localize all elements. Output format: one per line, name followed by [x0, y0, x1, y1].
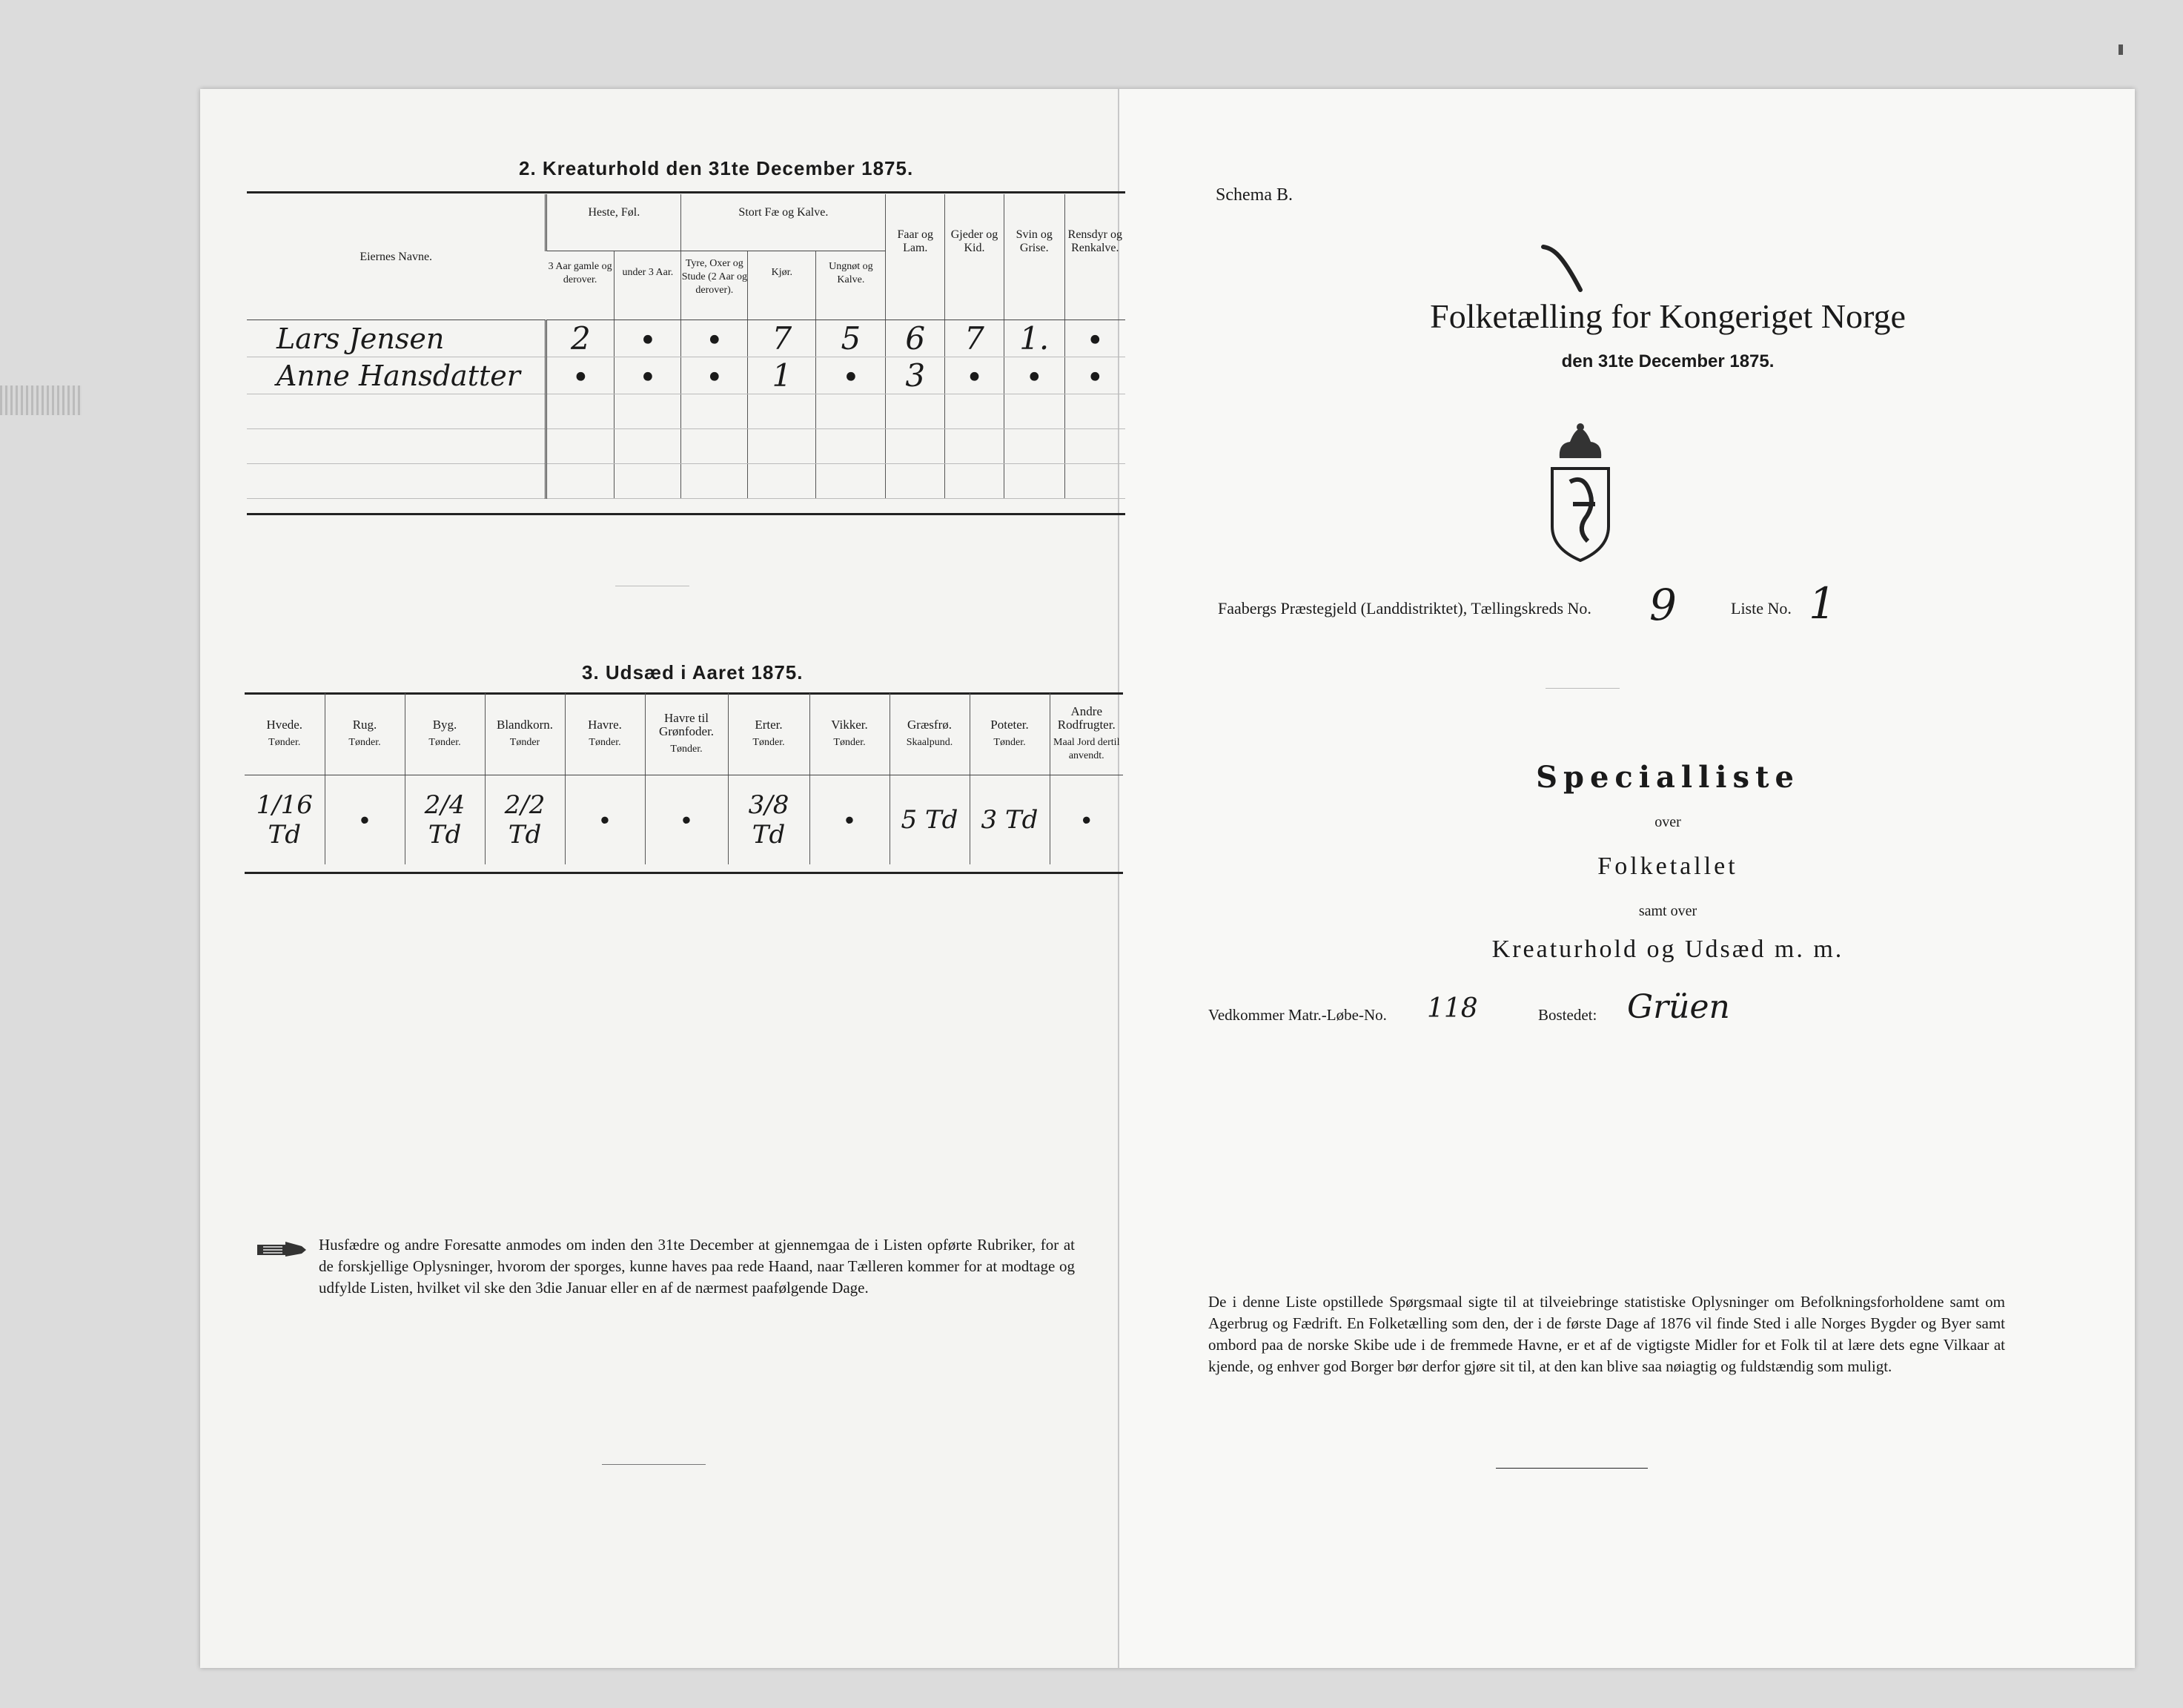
count-cell: ∙: [945, 357, 1004, 394]
count-cell: [615, 464, 681, 499]
seed-header-unit: Tønder.: [428, 737, 461, 748]
bosted-label: Bostedet:: [1538, 1006, 1597, 1024]
count-cell: [816, 464, 886, 499]
count-cell: ∙: [816, 357, 886, 394]
header-gjeder: Gjeder og Kid.: [945, 194, 1004, 320]
seed-value: 1/16 Td: [256, 790, 313, 850]
count-cell: [681, 429, 748, 464]
scan-mark: [2119, 44, 2123, 55]
seed-value: 2/2 Td: [485, 775, 565, 865]
count-cell: [816, 429, 886, 464]
header-heste: Heste, Føl.: [546, 194, 681, 251]
seed-header-unit: Tønder.: [670, 744, 703, 755]
table-row: [247, 429, 1125, 464]
count-cell: ∙: [1064, 357, 1125, 394]
livestock-table: [247, 194, 1125, 499]
header-stort-a: Tyre, Oxer og Stude (2 Aar og derover).: [681, 251, 748, 320]
count-cell: [886, 429, 945, 464]
main-date: den 31te December 1875.: [1561, 351, 1775, 371]
owner-name: [247, 394, 546, 429]
section2-title: 2. Kreaturhold den 31te December 1875.: [519, 157, 914, 179]
pointing-hand-icon: [256, 1240, 308, 1260]
main-title: Folketælling for Kongeriget Norge: [1430, 297, 1906, 335]
count-cell: [681, 464, 748, 499]
count-cell: [886, 394, 945, 429]
count-cell: ∙: [681, 320, 748, 357]
seed-value: 5 Td: [890, 775, 970, 865]
count-cell: 1.: [1004, 320, 1064, 357]
schema-label: Schema B.: [1216, 185, 1293, 205]
seed-value: 2/4 Td: [405, 775, 485, 865]
seed-header-unit: Tønder.: [993, 737, 1026, 748]
district-number: 9: [1649, 580, 1677, 630]
seed-header-name: Hvede.: [266, 718, 303, 732]
seed-value: ∙: [1050, 775, 1123, 865]
seed-header: [809, 693, 890, 775]
count-cell: [546, 394, 615, 429]
count-cell: [1064, 394, 1125, 429]
count-cell: [546, 464, 615, 499]
seed-header: [485, 693, 565, 775]
count-cell: [615, 429, 681, 464]
seed-header: [645, 693, 728, 775]
count-cell: ∙: [546, 357, 615, 394]
seed-value: ∙: [325, 775, 405, 865]
count-cell: [1004, 394, 1064, 429]
count-cell: 1: [748, 357, 816, 394]
explanation-paragraph: De i denne Liste opstillede Spørgsmaal sigte til at tilveiebringe statistiske Oplysninger om Befolkningsforholdene samt om Agerbrug og Fædrift. En Folketælling som den, der i de første Dage af 1876 vil finde Sted i alle Norges Bygder og Byer samt ombord paa de norske Skibe ude i de fremmede Havne, er et af de vigtigste Midler for et Folk til at lære dets egne Vilkaar at kjende, og enhver god Borger bør derfor gjøre sit til, at den kan blive saa nøiagtig og fuldstændig som muligt.: [1208, 1293, 2005, 1375]
header-stort: Stort Fæ og Kalve.: [681, 194, 886, 251]
owner-name: [247, 429, 546, 464]
instructions-note: Husfædre og andre Foresatte anmodes om inden den 31te December at gjennemgaa de i Listen opførte Rubriker, for at de forskjellige Oplysninger, hvorom der sporges, kunne haves paa rede Haand, naar Tælleren kommer for at modtage og udfylde Listen, hvilket vil ske den 3die Januar eller en af de nærmest paafølgende Dage.: [319, 1236, 1075, 1297]
seed-header: [1050, 693, 1123, 775]
header-names: Eiernes Navne.: [247, 194, 546, 320]
seed-value: ∙: [565, 775, 645, 865]
seed-header-name: Poteter.: [990, 718, 1029, 732]
table2-bottom-rule: [245, 872, 1123, 874]
owner-name: [247, 464, 546, 499]
seed-header-name: Blandkorn.: [496, 718, 554, 732]
count-cell: ∙: [615, 357, 681, 394]
seed-header-name: Rug.: [352, 718, 377, 732]
bosted-value: Grüen: [1627, 988, 1730, 1026]
seed-header-name: Havre.: [588, 718, 622, 732]
seed-value: 3/8 Td: [728, 775, 809, 865]
count-cell: ∙: [1064, 320, 1125, 357]
seed-header-unit: Tønder.: [589, 737, 621, 748]
owner-name: Anne Hansdatter: [247, 357, 546, 394]
samt-over-label: samt over: [1638, 903, 1697, 919]
table1-bottom-rule: [247, 513, 1125, 515]
table-row: [247, 464, 1125, 499]
header-heste-b: under 3 Aar.: [615, 251, 681, 320]
seed-header-name: Havre til Grønfoder.: [658, 711, 715, 738]
seed-header-unit: Tønder: [509, 737, 540, 748]
table-row: [247, 394, 1125, 429]
seed-header: [565, 693, 645, 775]
seed-header-unit: Tønder.: [268, 737, 301, 748]
count-cell: 6: [886, 320, 945, 357]
liste-label: Liste No.: [1731, 599, 1792, 618]
count-cell: [615, 394, 681, 429]
count-cell: 7: [748, 320, 816, 357]
district-label: Faabergs Præstegjeld (Landdistriktet), Tællingskreds No.: [1218, 599, 1591, 618]
seed-header-name: Andre Rodfrugter.: [1057, 704, 1116, 732]
bottom-divider-right: [1496, 1468, 1648, 1469]
header-stort-b: Kjør.: [748, 251, 816, 320]
seed-header: [245, 693, 325, 775]
seed-value: ∙: [645, 775, 728, 865]
seed-value: 3 Td: [970, 775, 1050, 865]
divider-right: [1546, 688, 1620, 689]
count-cell: [748, 429, 816, 464]
count-cell: 5: [816, 320, 886, 357]
owner-name: Lars Jensen: [247, 320, 546, 357]
specialliste-title: Specialliste: [1536, 760, 1800, 795]
seed-value: ∙: [809, 775, 890, 865]
pen-mark: [1540, 241, 1585, 297]
folketallet-title: Folketallet: [1597, 853, 1738, 880]
count-cell: [1064, 464, 1125, 499]
count-cell: [945, 429, 1004, 464]
count-cell: [945, 394, 1004, 429]
header-stort-c: Ungnøt og Kalve.: [816, 251, 886, 320]
table-row: [247, 357, 1125, 394]
count-cell: 2: [546, 320, 615, 357]
count-cell: ∙: [681, 357, 748, 394]
seed-header-unit: Maal Jord dertil anvendt.: [1053, 737, 1120, 761]
liste-number: 1: [1809, 578, 1836, 629]
seed-header: [728, 693, 809, 775]
seed-header-unit: Skaalpund.: [906, 737, 953, 748]
table-row: [247, 320, 1125, 357]
matr-label: Vedkommer Matr.-Løbe-No.: [1208, 1006, 1387, 1024]
count-cell: [886, 464, 945, 499]
section3-title: 3. Udsæd i Aaret 1875.: [582, 661, 804, 683]
coat-of-arms-icon: [1543, 423, 1617, 563]
count-cell: [748, 394, 816, 429]
seed-header-name: Vikker.: [831, 718, 868, 732]
bottom-divider-left: [602, 1464, 706, 1465]
count-cell: ∙: [615, 320, 681, 357]
seed-header-name: Græsfrø.: [907, 718, 952, 732]
matr-number: 118: [1427, 993, 1478, 1024]
count-cell: 3: [886, 357, 945, 394]
header-svin: Svin og Grise.: [1004, 194, 1064, 320]
seed-header: [405, 693, 485, 775]
seed-header: [970, 693, 1050, 775]
header-rensdyr: Rensdyr og Renkalve.: [1064, 194, 1125, 320]
header-faar: Faar og Lam.: [886, 194, 945, 320]
over-label-1: over: [1654, 814, 1681, 830]
count-cell: [546, 429, 615, 464]
seed-header-unit: Tønder.: [833, 737, 866, 748]
scan-edge-strip: [0, 385, 82, 415]
count-cell: 7: [945, 320, 1004, 357]
count-cell: ∙: [1004, 357, 1064, 394]
count-cell: [681, 394, 748, 429]
kreaturhold-title: Kreaturhold og Udsæd m. m.: [1491, 936, 1844, 963]
seed-header-unit: Tønder.: [348, 737, 381, 748]
seed-table: [245, 693, 1123, 864]
count-cell: [1064, 429, 1125, 464]
seed-header-name: Byg.: [432, 718, 457, 732]
count-cell: [1004, 464, 1064, 499]
seed-header: [890, 693, 970, 775]
count-cell: [816, 394, 886, 429]
seed-header: [325, 693, 405, 775]
count-cell: [748, 464, 816, 499]
count-cell: [945, 464, 1004, 499]
count-cell: [1004, 429, 1064, 464]
seed-header-unit: Tønder.: [752, 737, 785, 748]
seed-header-name: Erter.: [755, 718, 783, 732]
table1-top-rule: [247, 191, 1125, 193]
header-heste-a: 3 Aar gamle og derover.: [546, 251, 615, 320]
